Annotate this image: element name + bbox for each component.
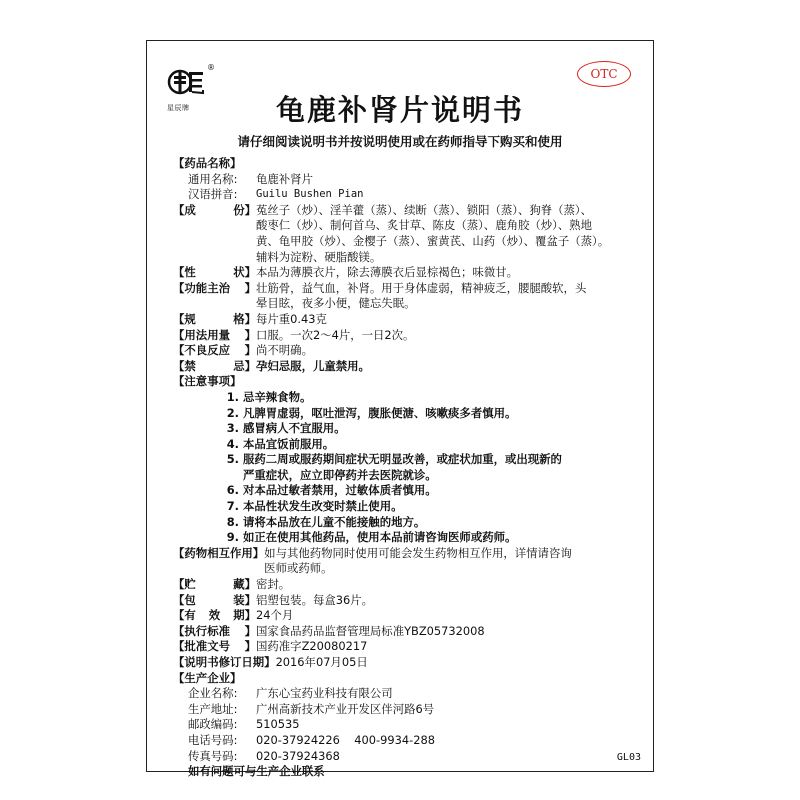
manufacturer-heading: 【 生产企业 】: [173, 670, 242, 685]
common-name-row: [173, 172, 633, 188]
revision-value: 2016年07月05日: [275, 655, 368, 669]
fax-row: [173, 749, 633, 765]
otc-badge: OTC: [577, 61, 631, 87]
adverse-value: 尚不明确。: [256, 343, 313, 358]
contraindications-label: 【 禁 忌 】: [173, 358, 256, 373]
dosage-value: 口服。一次2～4片，一日2次。: [256, 327, 415, 342]
registered-mark: ®: [207, 63, 215, 72]
properties-value: 本品为薄膜衣片，除去薄膜衣后显棕褐色；味微甘。: [256, 265, 518, 280]
list-item: 8. 请将本品放在儿童不能接触的地方。: [226, 514, 426, 529]
indications-row: [173, 281, 633, 312]
storage-row: [173, 577, 633, 593]
packaging-row: [173, 593, 633, 609]
indications-value: 壮筋骨，益气血，补肾。用于身体虚弱，精神疲乏，腰腿酸软，头 晕目眩，夜多小便，健忘失眠。: [256, 280, 587, 311]
list-item: 1. 忌辛辣食物。: [226, 389, 312, 404]
interactions-label: 【 药物相互作用 】: [173, 545, 265, 560]
list-item: 7. 本品性状发生改变时禁止使用。: [226, 499, 403, 514]
packaging-value: 铝塑包装。每盒36片。: [256, 592, 374, 607]
postcode-row: [173, 717, 633, 733]
revision-label: 【 说明书修订日期 】: [173, 655, 276, 669]
postcode-label: 邮政编码:: [188, 717, 238, 732]
list-item: 3. 感冒病人不宜服用。: [226, 421, 346, 436]
pinyin-label: 汉语拼音:: [188, 187, 238, 202]
specification-value: 每片重0.43克: [256, 311, 327, 326]
properties-label: 【 性 状 】: [173, 265, 256, 280]
validity-value: 24个月: [256, 608, 294, 623]
list-item: 5. 服药二周或服药期间症状无明显改善，或症状加重，或出现新的 严重症状，应立即停药并去医院就诊。: [226, 452, 562, 482]
list-item: 9. 如正在使用其他药品，使用本品前请咨询医师或药师。: [226, 530, 517, 545]
precautions-heading: 【 注意事项 】: [173, 374, 242, 389]
interactions-value: 如与其他药物同时使用可能会发生药物相互作用，详情请咨询 医师或药师。: [264, 545, 572, 576]
postcode-value: 510535: [256, 717, 300, 732]
ingredients-row: [173, 203, 633, 265]
leaflet-content: [173, 156, 633, 780]
specification-label: 【 规 格 】: [173, 311, 256, 326]
approval-row: [173, 639, 633, 655]
packaging-label: 【 包 装 】: [173, 592, 256, 607]
phone-value: 020-37924226 400-9934-288: [256, 732, 436, 747]
validity-label: 【 有 效 期 】: [173, 608, 256, 623]
address-row: [173, 702, 633, 718]
standard-label: 【 执行标准 】: [173, 623, 256, 638]
fax-value: 020-37924368: [256, 748, 340, 763]
indications-label: 【 功能主治 】: [173, 280, 256, 295]
precautions-list: [173, 390, 633, 546]
pinyin-row: [173, 187, 633, 203]
approval-value: 国药准字Z20080217: [256, 639, 368, 654]
revision-row: [173, 655, 633, 671]
company-value: 广东心宝药业科技有限公司: [256, 686, 393, 701]
contraindications-value: 孕妇忌服，儿童禁用。: [256, 358, 370, 373]
dosage-row: [173, 328, 633, 344]
brand-name: 星辰牌: [167, 104, 190, 112]
document-code: GL03: [616, 752, 641, 763]
standard-value: 国家食品药品监督管理局标准YBZ05732008: [256, 623, 485, 638]
ingredients-label: 【 成 份 】: [173, 202, 256, 217]
list-item: 2. 凡脾胃虚弱，呕吐泄泻，腹胀便溏、咳嗽痰多者慎用。: [226, 405, 517, 420]
phone-label: 电话号码:: [188, 732, 238, 747]
common-name-value: 龟鹿补肾片: [256, 171, 313, 186]
adverse-row: [173, 343, 633, 359]
leaflet-sheet: [146, 40, 654, 779]
standard-row: [173, 624, 633, 640]
phone-row: [173, 733, 633, 749]
leaflet-subtitle: 请仔细阅读说明书并按说明使用或在药师指导下购买和使用: [237, 134, 563, 149]
company-row: [173, 686, 633, 702]
contraindications-row: [173, 359, 633, 375]
storage-value: 密封。: [256, 577, 291, 592]
approval-label: 【 批准文号 】: [173, 639, 256, 654]
dosage-label: 【 用法用量 】: [173, 327, 256, 342]
ingredients-value: 菟丝子（炒）、淫羊藿（蒸）、续断（蒸）、锁阳（蒸）、狗脊（蒸）、 酸枣仁（炒）、制何首乌、炙甘草、陈皮（蒸）、鹿角胶（炒）、熟地 黄、龟甲胶（炒）、金樱子（蒸）、蜜黄芪、山药（炒）、覆盆子（蒸）。 辅料为淀粉、硬脂酸镁。: [256, 202, 610, 264]
common-name-label: 通用名称:: [188, 171, 238, 186]
pinyin-value: Guilu Bushen Pian: [256, 188, 364, 201]
leaflet-title: 龟鹿补肾片说明书: [275, 93, 524, 127]
interactions-row: [173, 546, 633, 577]
validity-row: [173, 608, 633, 624]
properties-row: [173, 265, 633, 281]
specification-row: [173, 312, 633, 328]
list-item: 4. 本品宜饭前服用。: [226, 436, 335, 451]
adverse-label: 【 不良反应 】: [173, 343, 256, 358]
company-label: 企业名称:: [188, 686, 238, 701]
address-label: 生产地址:: [188, 701, 238, 716]
storage-label: 【 贮 藏 】: [173, 577, 256, 592]
list-item: 6. 对本品过敏者禁用，过敏体质者慎用。: [226, 483, 437, 498]
drug-name-heading: 【 药品名称 】: [173, 156, 242, 170]
contact-note: 如有问题可与生产企业联系: [188, 764, 325, 779]
fax-label: 传真号码:: [188, 748, 238, 763]
address-value: 广州高新技术产业开发区伴河路6号: [256, 701, 435, 716]
